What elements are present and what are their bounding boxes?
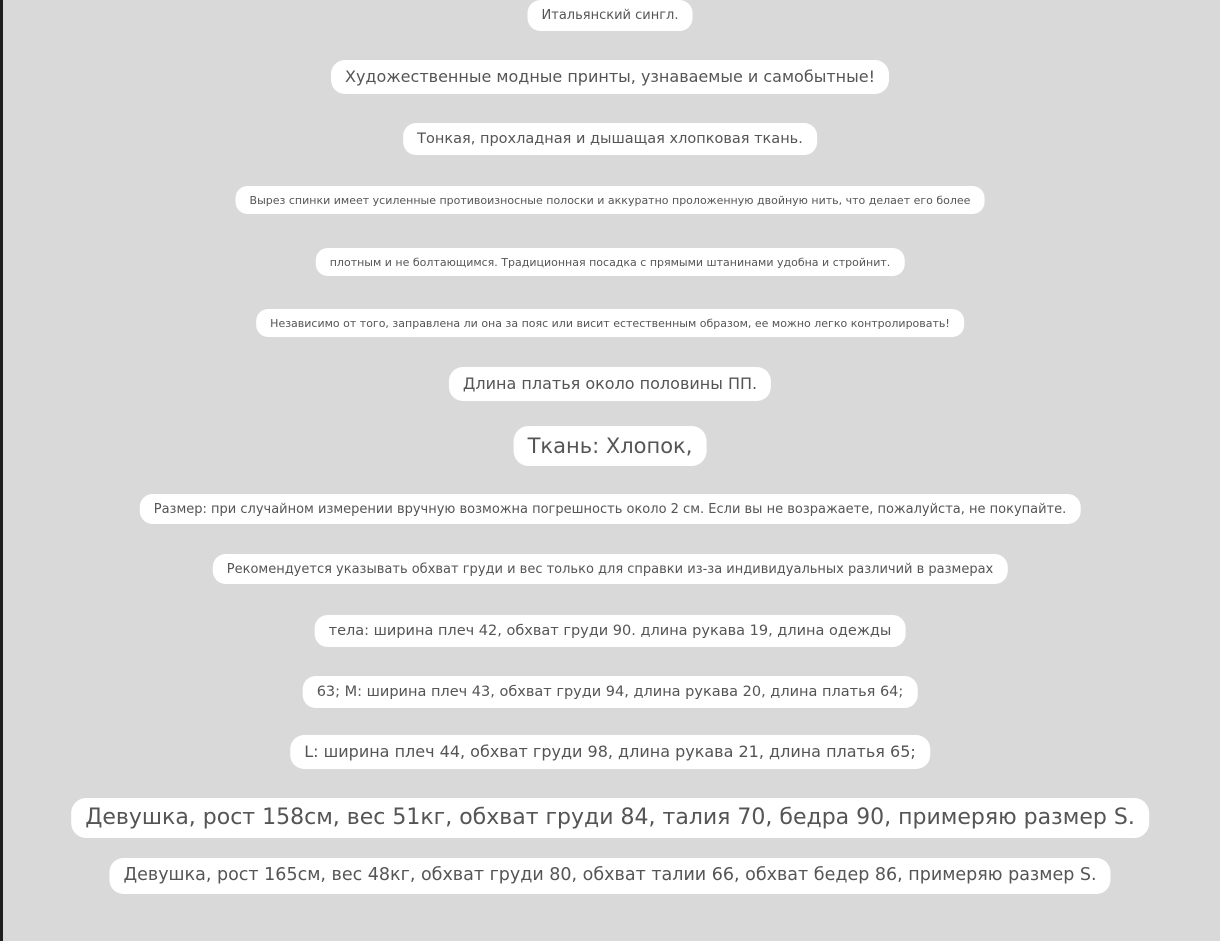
text-line-dress-length: Длина платья около половины ПП. — [449, 367, 771, 401]
text-line-fabric-cotton: Ткань: Хлопок, — [514, 426, 707, 466]
text-line-back-neckline: Вырез спинки имеет усиленные противоизносные полоски и аккуратно проложенную двойную нить, что делает его более — [236, 186, 985, 214]
text-line-size-s: тела: ширина плеч 42, обхват груди 90. длина рукава 19, длина одежды — [315, 615, 906, 647]
text-line-size-l: L: ширина плеч 44, обхват груди 98, длина рукава 21, длина платья 65; — [290, 735, 930, 769]
text-line-art-prints: Художественные модные принты, узнаваемые и самобытные! — [331, 60, 889, 94]
text-line-model-165: Девушка, рост 165см, вес 48кг, обхват груди 80, обхват талии 66, обхват бедер 86, примеряю размер S. — [109, 858, 1110, 894]
text-line-fit-description: плотным и не болтающимся. Традиционная посадка с прямыми штанинами удобна и стройнит. — [316, 248, 905, 276]
text-line-tucked-or-loose: Независимо от того, заправлена ли она за пояс или висит естественным образом, ее можно легко контролировать! — [256, 309, 964, 337]
text-line-cotton-fabric: Тонкая, прохладная и дышащая хлопковая ткань. — [403, 123, 817, 155]
text-line-recommendation: Рекомендуется указывать обхват груди и вес только для справки из-за индивидуальных различий в размерах — [213, 554, 1008, 584]
text-line-italian-single: Итальянский сингл. — [528, 0, 693, 31]
text-line-size-m: 63; M: ширина плеч 43, обхват груди 94, длина рукава 20, длина платья 64; — [303, 676, 918, 708]
text-line-size-error-note: Размер: при случайном измерении вручную возможна погрешность около 2 см. Если вы не возражаете, пожалуйста, не покупайте. — [140, 494, 1081, 524]
text-line-model-158: Девушка, рост 158см, вес 51кг, обхват груди 84, талия 70, бедра 90, примеряю размер S. — [71, 798, 1149, 838]
left-edge-border — [0, 0, 3, 941]
